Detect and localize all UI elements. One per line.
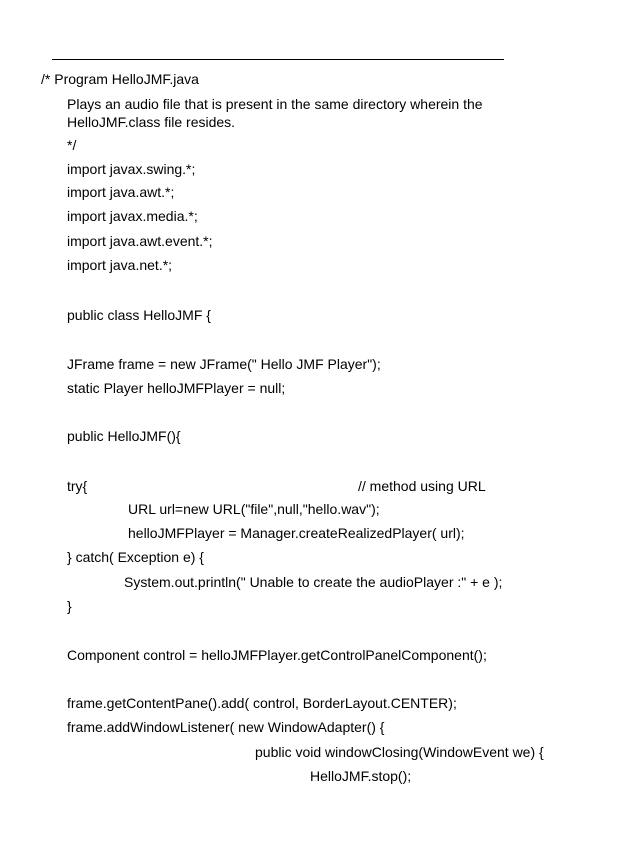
code-line: public class HelloJMF { — [67, 307, 211, 323]
code-line: public void windowClosing(WindowEvent we) { — [255, 744, 544, 760]
code-line: HelloJMF.class file resides. — [67, 114, 236, 130]
code-line: JFrame frame = new JFrame(" Hello JMF Player"); — [67, 356, 381, 372]
code-line: frame.getContentPane().add( control, BorderLayout.CENTER); — [67, 695, 457, 711]
code-line: import javax.swing.*; — [67, 161, 196, 177]
code-line: import java.awt.event.*; — [67, 233, 213, 249]
code-line: try{ — [67, 478, 88, 494]
code-comment: // method using URL — [358, 478, 486, 494]
code-line: helloJMFPlayer = Manager.createRealizedPlayer( url); — [128, 525, 465, 541]
code-line: import java.net.*; — [67, 257, 173, 273]
code-line: HelloJMF.stop(); — [310, 768, 412, 784]
code-line: */ — [67, 137, 77, 153]
code-line: import javax.media.*; — [67, 208, 198, 224]
code-line: static Player helloJMFPlayer = null; — [67, 380, 286, 396]
code-line: Plays an audio file that is present in the same directory wherein the — [67, 96, 483, 112]
code-line: Component control = helloJMFPlayer.getControlPanelComponent(); — [67, 647, 487, 663]
code-line: URL url=new URL("file",null,"hello.wav"); — [128, 501, 380, 517]
code-line: } — [67, 598, 72, 614]
code-line: frame.addWindowListener( new WindowAdapter() { — [67, 719, 385, 735]
code-line: } catch( Exception e) { — [67, 549, 204, 565]
code-line: System.out.println(" Unable to create the audioPlayer :" + e ); — [124, 574, 503, 590]
code-line: /* Program HelloJMF.java — [41, 71, 199, 87]
code-line: public HelloJMF(){ — [67, 428, 181, 444]
code-line: import java.awt.*; — [67, 184, 175, 200]
top-separator-rule — [52, 59, 504, 60]
